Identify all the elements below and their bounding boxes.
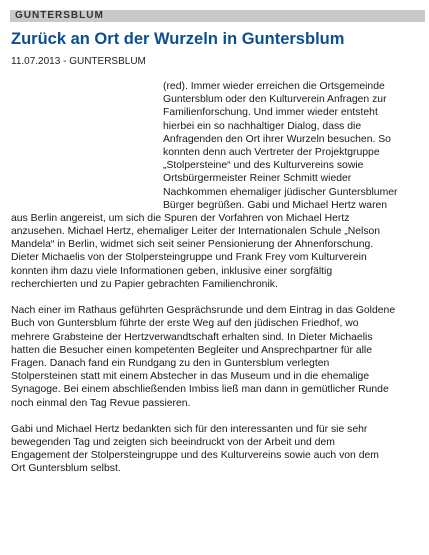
body-line: Guntersblum oder den Kulturverein Anfragen zur: [163, 94, 387, 106]
body-line: aus Berlin angereist, um sich die Spuren der Vorfahren von Michael Hertz: [11, 212, 350, 224]
body-line: hatten die Besucher einen kompetenten Begleiter und Ansprechpartner für alle: [11, 344, 373, 356]
body-line: recherchierten und zu Papier gebrachten Familienchronik.: [11, 278, 278, 290]
body-line: Familienforschung. Und immer wieder entsteht: [163, 107, 378, 119]
body-line: Anfragenden den Ort ihrer Wurzeln besuchen. So: [163, 133, 391, 145]
section-header-bar: GUNTERSBLUM: [10, 10, 425, 22]
body-line: noch einmal den Tag Revue passieren.: [11, 397, 191, 409]
body-line: konnten ihm dazu viele Informationen geben, inklusive einer sorgfältig: [11, 265, 333, 277]
body-line: konnten denn auch Vertreter der Projektgruppe: [163, 146, 380, 158]
body-line: „Stolpersteine“ und des Kulturvereins sowie: [163, 160, 364, 172]
body-line: Stolpersteinen statt mit einem Abstecher in das Museum und in die ehemalige: [11, 371, 370, 383]
body-line: Nach einer im Rathaus geführten Gesprächsrunde und dem Eintrag in das Goldene: [11, 305, 396, 317]
body-line: bewegenden Tag und zeigten sich beeindruckt von der Arbeit und dem: [11, 437, 335, 449]
body-line: hierbei ein so nachhaltiger Dialog, dass die: [163, 120, 362, 132]
body-line: Ort Guntersblum selbst.: [11, 463, 121, 475]
body-line: Nachkommen ehemaliger jüdischer Guntersblumer: [163, 186, 398, 198]
body-line: anzusehen. Michael Hertz, ehemaliger Leiter der Internationalen Schule „Nelson: [11, 226, 381, 238]
body-line: Synagoge. Bei einem abschließenden Imbiss ließ man dann in gemütlicher Runde: [11, 384, 389, 396]
article-title: Zurück an Ort der Wurzeln in Guntersblum: [11, 30, 345, 48]
article-dateline: 11.07.2013 - GUNTERSBLUM: [11, 56, 146, 67]
body-line: Gabi und Michael Hertz bedankten sich für den interessanten und für sie sehr: [11, 423, 368, 435]
body-line: Buch von Guntersblum führte der erste Weg auf den jüdischen Friedhof, wo: [11, 318, 359, 330]
article-body: [11, 80, 421, 476]
body-line: mehrere Grabsteine der Hertzverwandtschaft erhalten sind. In Dieter Michaelis: [11, 331, 373, 343]
paragraph-gap: [11, 410, 421, 423]
paragraph-gap: [11, 291, 421, 304]
body-line: (red). Immer wieder erreichen die Ortsgemeinde: [163, 81, 385, 92]
body-line: Mandela“ in Berlin, widmet sich seit seiner Pensionierung der Ahnenforschung.: [11, 239, 374, 251]
body-line: Dieter Michaelis von der Stolpersteingruppe und Frank Frey vom Kulturverein: [11, 252, 367, 264]
body-line: Bürger begrüßen. Gabi und Michael Hertz waren: [163, 199, 388, 211]
body-line: Engagement der Stolpersteingruppe und des Kulturvereins sowie auch von dem: [11, 450, 379, 462]
body-line: Fragen. Danach fand ein Rundgang zu den in Guntersblum verlegten: [11, 357, 330, 369]
body-line: Ortsbürgermeister Reiner Schmitt wieder: [163, 173, 352, 185]
